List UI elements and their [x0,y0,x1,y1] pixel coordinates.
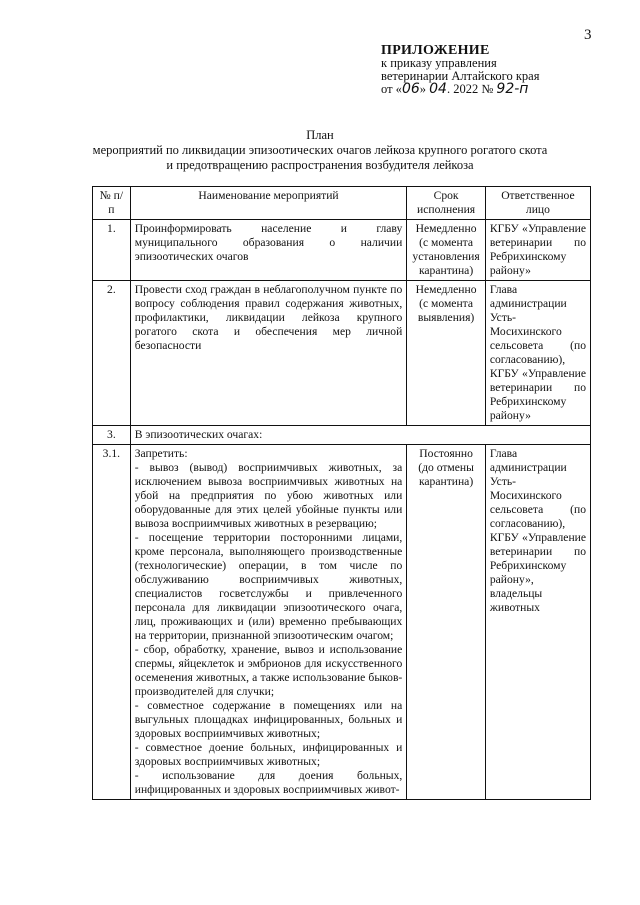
heading-subtitle-2: и предотвращению распространения возбудителя лейкоза [166,158,474,172]
appendix-line-1: к приказу управления [381,56,497,70]
plan-heading [60,128,580,173]
row-responsible: Глава администрации Усть-Мосихинского сельсовета (по согласованию), КГБУ «Управление ветеринарии по Ребрихинскому району» [485,281,590,426]
page-number: 3 [584,27,592,43]
date-prefix: от « [381,82,402,96]
table-header-row [93,187,591,220]
header-name: Наименование мероприятий [130,187,407,220]
list-item: - сбор, обработку, хранение, вывоз и использование спермы, яйцеклеток и эмбрионов для искусственного осеменения животных, а также использование быков-производителей для случки; [134,643,403,698]
prohibit-title: Запретить: [134,447,188,460]
row-responsible: КГБУ «Управление ветеринарии по Ребрихинскому району» [485,220,590,281]
table-row [93,220,591,281]
row-num: 3.1. [93,445,131,800]
appendix-date-line [381,83,539,96]
header-num: № п/п [93,187,131,220]
row-term: Немедленно (с момента выявления) [407,281,486,426]
row-num: 3. [93,426,131,445]
list-item: - вывоз (вывод) восприимчивых животных, за исключением вывоза восприимчивых животных на убой на предприятия по убою животных или оборудованные для этих целей убойные пункты или вывоза восприимчивых животных в резервацию; [134,461,403,530]
date-day: 06 [401,81,420,97]
appendix-title: ПРИЛОЖЕНИЕ [381,43,490,58]
row-section-title: В эпизоотических очагах: [130,426,590,445]
date-year: . 2022 № [446,82,494,96]
list-item: - совместное содержание в помещениях или на выгульных площадках инфицированных, больных и здоровых восприимчивых животных; [134,699,403,740]
row-num: 2. [93,281,131,426]
list-item: - посещение территории посторонними лицами, кроме персонала, выполняющего производственные (технологические) операции, в том числе по обслуживанию восприимчивых животных, специалистов госветслужбы и привлеченного персонала для ликвидации эпизоотического очага, лиц, проживающих и (или) временно пребывающих на территории, признанной эпизоотическим очагом; [134,531,403,642]
row-num: 1. [93,220,131,281]
row-name: Провести сход граждан в неблагополучном пункте по вопросу соблюдения правил содержания животных, профилактики, ликвидации лейкоза крупного рогатого скота и обеспечения мер личной безопасности [130,281,407,426]
table-row [93,445,591,800]
date-separator: » [419,82,430,96]
date-month: 04 [429,81,447,97]
plan-table [92,186,591,800]
table-row [93,426,591,445]
header-responsible: Ответственное лицо [485,187,590,220]
header-term: Срок исполнения [407,187,486,220]
row-term: Постоянно (до отмены карантина) [407,445,486,800]
row-responsible: Глава администрации Усть-Мосихинского сельсовета (по согласованию), КГБУ «Управление ветеринарии по Ребрихинскому району», владельцы животных [485,445,590,800]
heading-title: План [306,128,334,142]
list-item: - совместное доение больных, инфицированных и здоровых восприимчивых животных; [134,741,403,768]
row-name: Проинформировать население и главу муниципального образования о наличии эпизоотических очагов [130,220,407,281]
table-row [93,281,591,426]
row-term: Немедленно (с момента установления карантина) [407,220,486,281]
list-item: - использование для доения больных, инфицированных и здоровых восприимчивых живот- [134,769,403,796]
appendix-block [381,44,539,96]
appendix-line-2: ветеринарии Алтайского края [381,69,540,83]
heading-subtitle-1: мероприятий по ликвидации эпизоотических очагов лейкоза крупного рогатого скота [92,143,548,157]
row-name [130,445,407,800]
document-number: 92-п [496,81,529,97]
